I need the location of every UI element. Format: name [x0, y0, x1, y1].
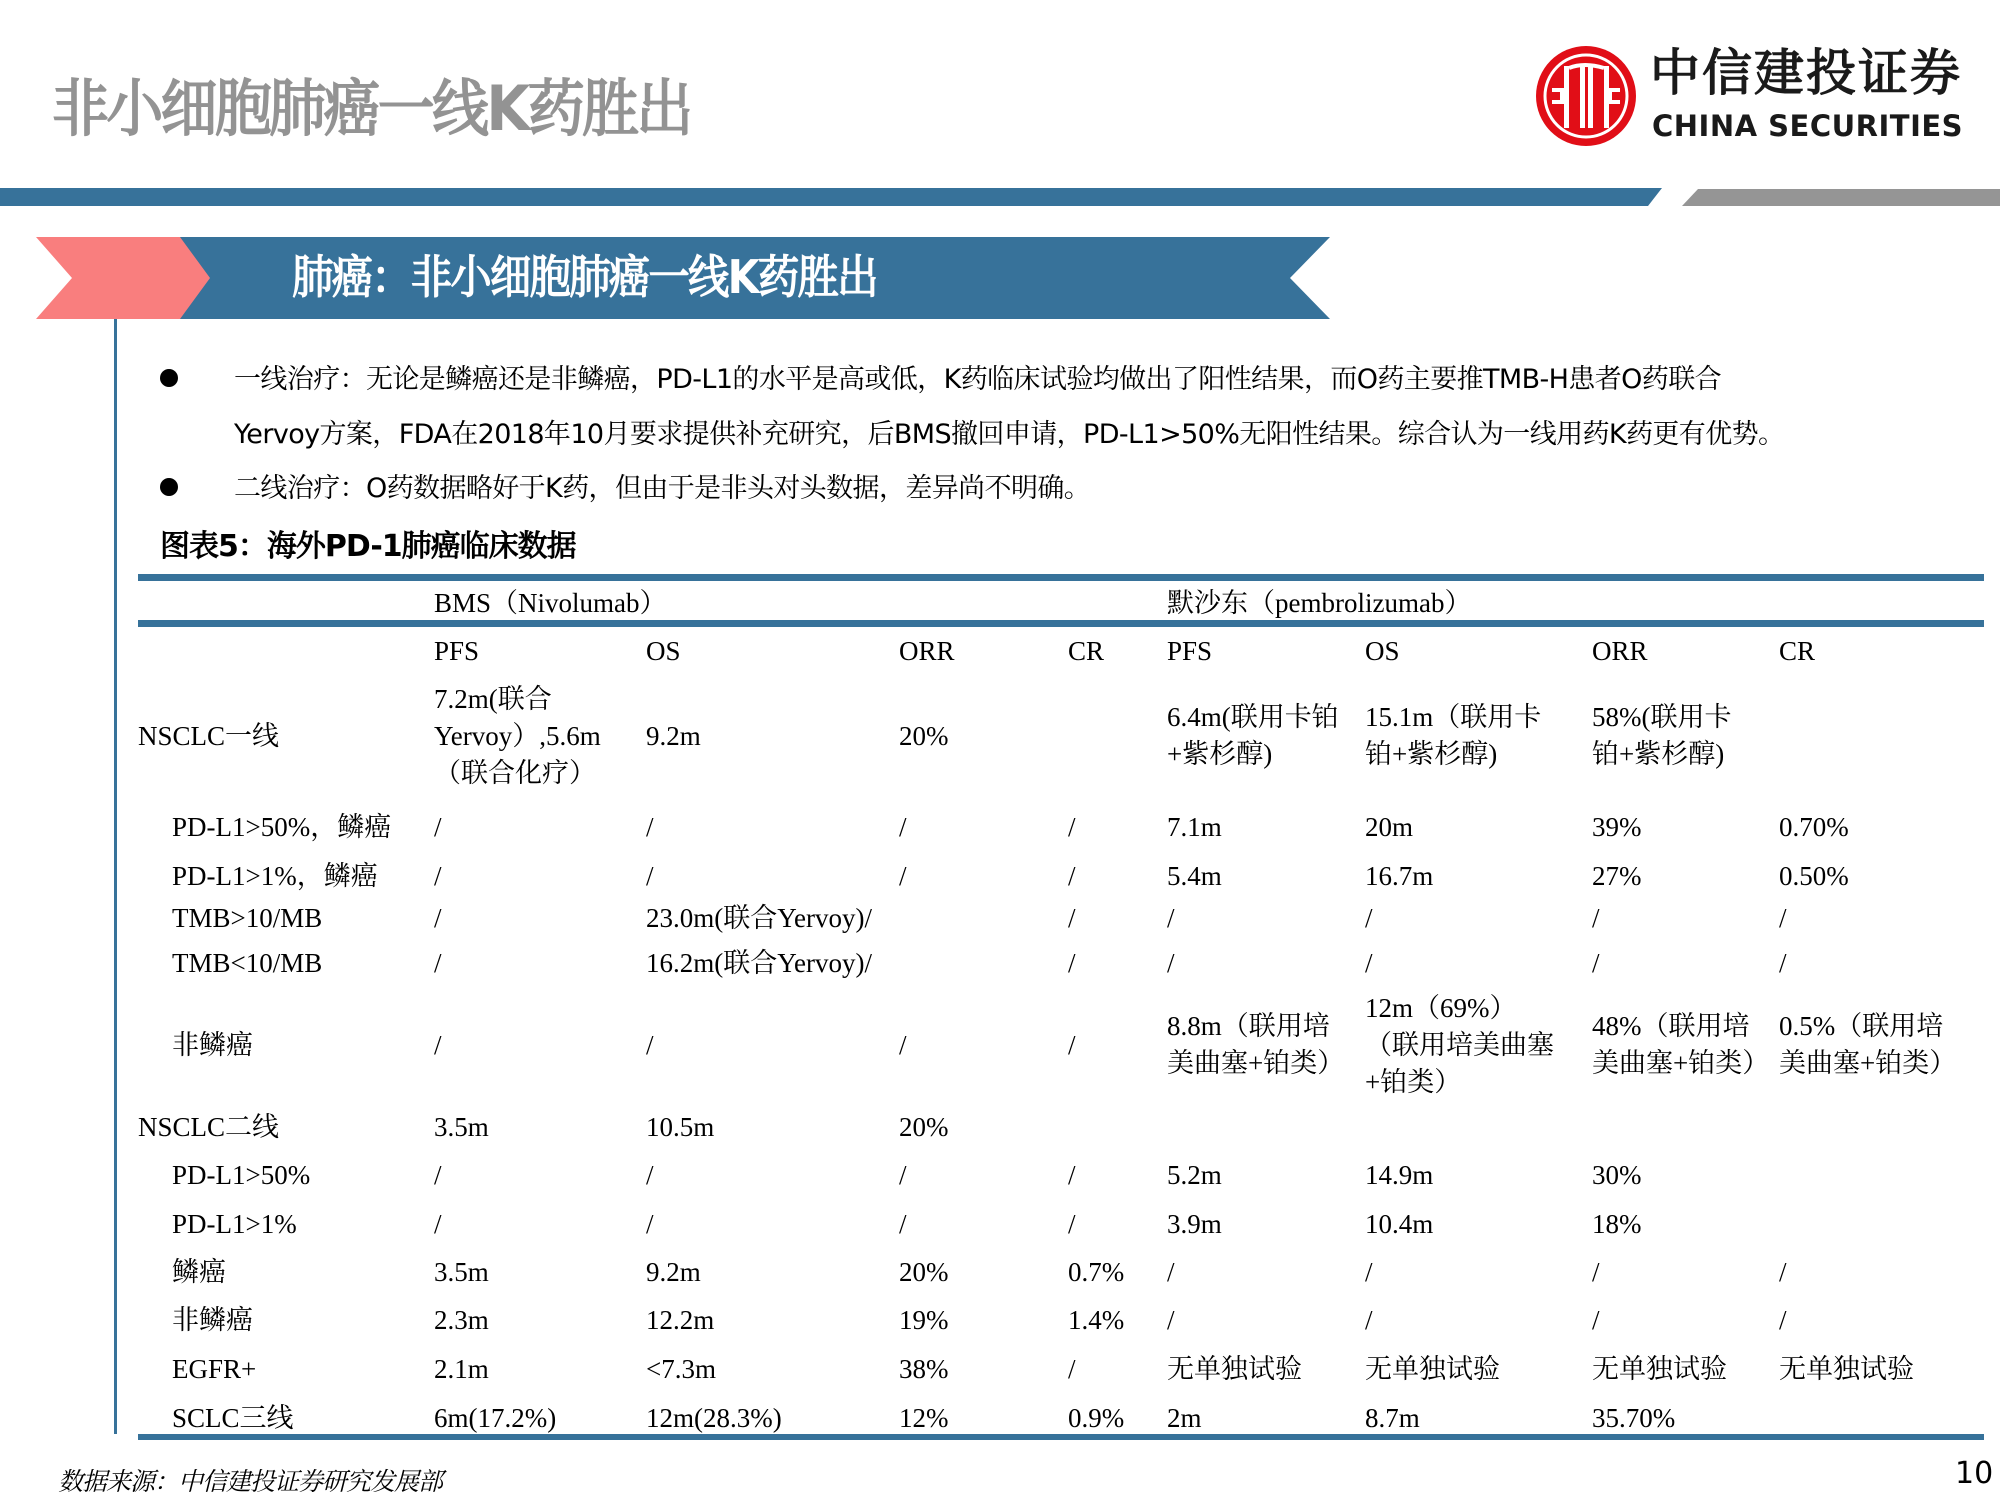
row-label: SCLC三线 — [172, 1402, 294, 1433]
table-cell: / — [1167, 1304, 1175, 1335]
table-cell: / — [1365, 1304, 1373, 1335]
column-header-os: OS — [1365, 636, 1400, 666]
bullet-line: 二线治疗：O药数据略好于K药，但由于是非头对头数据，差异尚不明确。 — [234, 473, 1091, 504]
table-cell: / — [899, 1029, 907, 1060]
table-cell: 9.2m — [646, 720, 701, 751]
column-header-cr: CR — [1068, 636, 1105, 666]
row-label: PD-L1>50% — [172, 1159, 311, 1190]
table-cell: / — [1592, 902, 1600, 933]
row-label: 非鳞癌 — [172, 1304, 253, 1335]
column-header-os: OS — [646, 636, 681, 666]
group-header-bms: BMS（Nivolumab） — [434, 588, 667, 618]
header-divider-blue — [0, 188, 1662, 206]
table-cell: 38% — [899, 1353, 949, 1384]
row-label: NSCLC二线 — [138, 1111, 280, 1142]
table-cell: 5.2m — [1167, 1159, 1222, 1190]
table-cell: / — [646, 1159, 654, 1190]
page-number: 10 — [1955, 1456, 1994, 1491]
figure-title: 图表5：海外PD-1肺癌临床数据 — [160, 529, 576, 564]
row-label: TMB<10/MB — [172, 947, 323, 978]
table-cell: / — [1167, 1256, 1175, 1287]
bullet-text-second-line — [234, 461, 1974, 516]
data-source-note: 数据来源：中信建投证券研究发展部 — [58, 1467, 443, 1496]
table-cell: Yervoy）,5.6m — [434, 720, 601, 751]
group-header-msd: 默沙东（pembrolizumab） — [1167, 588, 1472, 618]
table-cell: 美曲塞+铂类） — [1592, 1048, 1770, 1078]
table-cell: 0.70% — [1779, 811, 1849, 842]
table-cell: 2m — [1167, 1402, 1202, 1433]
table-cell: 10.4m — [1365, 1208, 1434, 1239]
table-cell: 8.7m — [1365, 1402, 1420, 1433]
table-cell: / — [646, 1208, 654, 1239]
table-cell: 19% — [899, 1304, 949, 1335]
table-cell: 无单独试验 — [1365, 1353, 1500, 1384]
citic-logo-icon — [1534, 44, 1638, 148]
table-cell: 6.4m(联用卡铂 — [1167, 702, 1339, 732]
table-cell: / — [646, 860, 654, 891]
table-cell: / — [646, 811, 654, 842]
table-cell: 6m(17.2%) — [434, 1402, 557, 1433]
table-top-rule — [138, 574, 1984, 581]
table-bottom-rule — [138, 1434, 1984, 1440]
table-cell: 3.9m — [1167, 1208, 1222, 1239]
table-cell: / — [1592, 1304, 1600, 1335]
table-cell: / — [1068, 1029, 1076, 1060]
table-cell: / — [434, 902, 442, 933]
table-cell: / — [434, 947, 442, 978]
table-cell: / — [899, 811, 907, 842]
table-cell: / — [434, 811, 442, 842]
table-cell: 12m(28.3%) — [646, 1402, 782, 1433]
bullet-text-first-line — [234, 352, 1974, 462]
table-cell: / — [1779, 902, 1787, 933]
column-header-pfs: PFS — [434, 636, 480, 666]
bullet-icon — [160, 369, 178, 387]
table-cell: 1.4% — [1068, 1304, 1125, 1335]
table-cell: 无单独试验 — [1592, 1353, 1727, 1384]
row-label: NSCLC一线 — [138, 720, 280, 751]
table-cell: 7.1m — [1167, 811, 1222, 842]
row-label: PD-L1>1% — [172, 1208, 297, 1239]
row-label: PD-L1>1%，鳞癌 — [172, 860, 378, 891]
table-cell: （联用培美曲塞 — [1365, 1029, 1554, 1060]
table-cell: 18% — [1592, 1208, 1642, 1239]
table-cell: 16.7m — [1365, 860, 1434, 891]
table-cell: / — [1592, 1256, 1600, 1287]
table-cell: / — [1167, 947, 1175, 978]
column-header-pfs: PFS — [1167, 636, 1213, 666]
table-cell: / — [899, 860, 907, 891]
header-divider-gray — [1682, 189, 2000, 206]
table-cell: / — [434, 1208, 442, 1239]
table-cell: 5.4m — [1167, 860, 1222, 891]
table-header-rule — [138, 620, 1984, 627]
table-cell: / — [1068, 860, 1076, 891]
table-cell: 0.7% — [1068, 1256, 1125, 1287]
column-header-orr: ORR — [899, 636, 955, 666]
table-cell: 12m（69%） — [1365, 992, 1517, 1023]
table-cell: 12% — [899, 1402, 949, 1433]
table-cell: +铂类） — [1365, 1066, 1462, 1097]
row-label: EGFR+ — [172, 1353, 257, 1384]
table-cell: 3.5m — [434, 1256, 489, 1287]
table-cell: +紫杉醇) — [1167, 739, 1273, 769]
table-cell: 58%(联用卡 — [1592, 702, 1732, 732]
table-cell: （联合化疗） — [434, 757, 596, 788]
table-cell: 3.5m — [434, 1111, 489, 1142]
table-cell: 14.9m — [1365, 1159, 1434, 1190]
table-cell: / — [1068, 947, 1076, 978]
table-cell: 2.3m — [434, 1304, 489, 1335]
table-cell: / — [899, 1208, 907, 1239]
table-cell: 2.1m — [434, 1353, 489, 1384]
table-cell: 铂+紫杉醇) — [1365, 739, 1498, 769]
table-cell: 20m — [1365, 811, 1414, 842]
table-cell: / — [434, 1159, 442, 1190]
table-cell: 23.0m(联合Yervoy)/ — [646, 902, 873, 933]
table-cell: 15.1m（联用卡 — [1365, 702, 1542, 732]
table-cell: 20% — [899, 1256, 949, 1287]
table-cell: <7.3m — [646, 1353, 716, 1384]
bullet-line: Yervoy方案，FDA在2018年10月要求提供补充研究，后BMS撤回申请，PD-L1>50%无阳性结果。综合认为一线用药K药更有优势。 — [234, 419, 1785, 450]
page-title: 非小细胞肺癌一线K药胜出 — [52, 72, 691, 145]
table-cell: / — [1068, 1353, 1076, 1384]
column-header-orr: ORR — [1592, 636, 1648, 666]
bullet-icon — [160, 478, 178, 496]
row-label: PD-L1>50%，鳞癌 — [172, 811, 392, 842]
table-cell: 27% — [1592, 860, 1642, 891]
table-cell: 美曲塞+铂类） — [1779, 1048, 1957, 1078]
table-cell: 10.5m — [646, 1111, 715, 1142]
bullet-line: 一线治疗：无论是鳞癌还是非鳞癌，PD-L1的水平是高或低，K药临床试验均做出了阳性结果，而O药主要推TMB-H患者O药联合 — [234, 364, 1721, 395]
table-cell: / — [1167, 902, 1175, 933]
table-cell: 铂+紫杉醇) — [1592, 739, 1725, 769]
section-title: 肺癌：非小细胞肺癌一线K药胜出 — [292, 250, 877, 304]
table-cell: 39% — [1592, 811, 1642, 842]
table-cell: 16.2m(联合Yervoy)/ — [646, 947, 873, 978]
table-cell: / — [1592, 947, 1600, 978]
table-cell: / — [434, 860, 442, 891]
table-cell: / — [646, 1029, 654, 1060]
column-header-cr: CR — [1779, 636, 1816, 666]
table-cell: 48%（联用培 — [1592, 1011, 1750, 1041]
row-label: 非鳞癌 — [172, 1029, 253, 1060]
company-logo — [1534, 44, 1974, 154]
logo-chinese-name: 中信建投证券 — [1650, 43, 1962, 102]
table-cell: / — [434, 1029, 442, 1060]
left-vertical-rule — [114, 319, 117, 1434]
table-cell: 0.50% — [1779, 860, 1849, 891]
table-cell: / — [899, 1159, 907, 1190]
table-cell: / — [1068, 1208, 1076, 1239]
table-cell: / — [1779, 1256, 1787, 1287]
table-cell: / — [1365, 947, 1373, 978]
row-label: TMB>10/MB — [172, 902, 323, 933]
table-cell: 7.2m(联合 — [434, 683, 552, 714]
table-cell: 0.9% — [1068, 1402, 1125, 1433]
table-cell: 8.8m（联用培 — [1167, 1011, 1330, 1041]
table-cell: / — [1779, 1304, 1787, 1335]
table-cell: 20% — [899, 720, 949, 751]
table-cell: 美曲塞+铂类） — [1167, 1048, 1345, 1078]
table-cell: / — [1068, 1159, 1076, 1190]
table-cell: 无单独试验 — [1779, 1353, 1914, 1384]
table-cell: / — [1365, 902, 1373, 933]
table-cell: 无单独试验 — [1167, 1353, 1302, 1384]
table-cell: 12.2m — [646, 1304, 715, 1335]
table-cell: 9.2m — [646, 1256, 701, 1287]
table-cell: 30% — [1592, 1159, 1642, 1190]
row-label: 鳞癌 — [172, 1256, 226, 1287]
table-cell: / — [1068, 902, 1076, 933]
table-cell: 35.70% — [1592, 1402, 1676, 1433]
logo-english-name: CHINA SECURITIES — [1652, 109, 1964, 143]
table-cell: / — [1068, 811, 1076, 842]
table-cell: / — [1365, 1256, 1373, 1287]
table-cell: / — [1779, 947, 1787, 978]
table-cell: 0.5%（联用培 — [1779, 1011, 1944, 1041]
table-cell: 20% — [899, 1111, 949, 1142]
